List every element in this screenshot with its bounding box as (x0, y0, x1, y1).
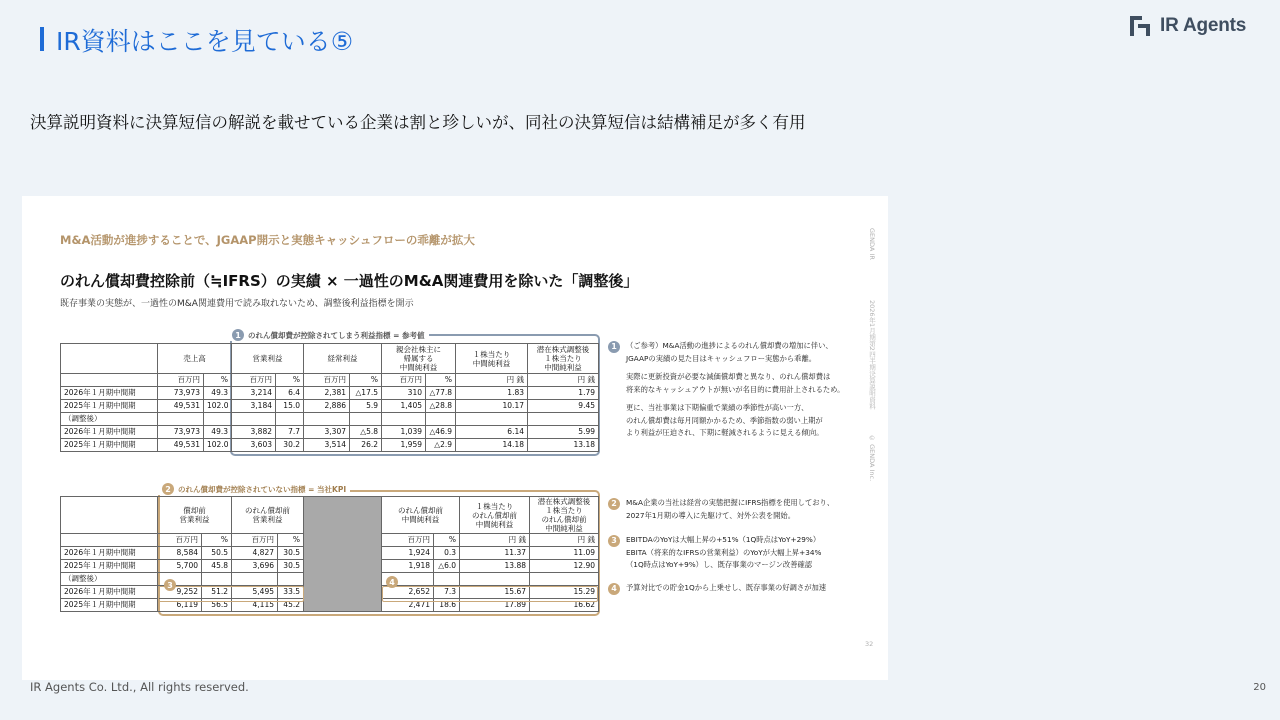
empty-cell (460, 573, 530, 586)
table-cell: 0.3 (434, 547, 460, 560)
table-cell: 3,514 (304, 439, 350, 452)
table-cell: 5.9 (350, 400, 382, 413)
unit-cell: % (202, 534, 232, 547)
table-cell: 49.3 (204, 387, 232, 400)
section-label: （調整後） (61, 413, 158, 426)
tag-label: のれん償却費が控除されてしまう利益指標 = 参考値 (248, 330, 425, 340)
unit-cell: 百万円 (158, 534, 202, 547)
note-body (626, 497, 834, 522)
table-cell: 5,495 (232, 586, 278, 599)
table-cell: 3,882 (232, 426, 276, 439)
table-cell: 13.18 (528, 439, 599, 452)
unit-cell: % (426, 374, 456, 387)
table-row (61, 387, 599, 400)
row-label: 2025年１月期中間期 (61, 400, 158, 413)
empty-cell (426, 413, 456, 426)
header-cell: 潜在株式調整後 １株当たり のれん償却前 中間純利益 (530, 497, 599, 534)
note-2 (608, 497, 868, 522)
title-accent-bar (40, 27, 44, 51)
header-cell: 経常利益 (304, 344, 382, 374)
table-cell: 2,652 (382, 586, 434, 599)
logo-text: IR Agents (1160, 15, 1247, 36)
note-number: 1 (608, 341, 620, 353)
copyright-footer: IR Agents Co. Ltd., All rights reserved. (30, 680, 249, 694)
tag-number: 2 (162, 483, 174, 495)
table1 (60, 343, 599, 452)
table-cell: 51.2 (202, 586, 232, 599)
table-cell: 73,973 (158, 426, 204, 439)
header-cell: のれん償却前 営業利益 (232, 497, 304, 534)
unit-cell: 円 銭 (530, 534, 599, 547)
section-label: （調整後） (61, 573, 158, 586)
empty-cell (530, 573, 599, 586)
table-row (61, 400, 599, 413)
table-cell: 6,119 (158, 599, 202, 612)
table-cell: 73,973 (158, 387, 204, 400)
unit-cell: 百万円 (158, 374, 204, 387)
table-cell: 14.18 (456, 439, 528, 452)
unit-cell: 百万円 (232, 374, 276, 387)
table-cell: △77.8 (426, 387, 456, 400)
empty-cell (276, 413, 304, 426)
table-cell: 4,827 (232, 547, 278, 560)
table-cell: 50.5 (202, 547, 232, 560)
table-cell: 17.89 (460, 599, 530, 612)
note-line: 予算対比での貯金1Qから上乗せし、既存事業の好調さが加速 (626, 583, 827, 592)
unit-row (61, 374, 599, 387)
table-cell: 5,700 (158, 560, 202, 573)
note-line: （1Q時点はYoY+9%）し、既存事業のマージン改善確認 (626, 560, 813, 569)
table-cell: 16.62 (530, 599, 599, 612)
note-body (626, 340, 844, 440)
table-cell: 7.7 (276, 426, 304, 439)
table-cell: 3,696 (232, 560, 278, 573)
note-line: EBITDAのYoYは大幅上昇の+51%（1Q時点はYoY+29%） (626, 535, 821, 544)
empty-cell (202, 573, 232, 586)
note-line: JGAAPの実績の見た目はキャッシュフロー実態から乖離。 (626, 353, 817, 363)
table-cell: 11.09 (530, 547, 599, 560)
table-cell: 49,531 (158, 400, 204, 413)
table-cell: 6.4 (276, 387, 304, 400)
table-cell: 9,252 (158, 586, 202, 599)
table-cell: △28.8 (426, 400, 456, 413)
highlight-row-3 (158, 586, 304, 602)
table-header-row (61, 344, 599, 374)
empty-cell (528, 413, 599, 426)
note-number: 4 (608, 583, 620, 595)
table-cell: 2,886 (304, 400, 350, 413)
table-cell: 26.2 (350, 439, 382, 452)
note-line: M&A企業の当社は経営の実態把握にIFRS指標を使用しており、 (626, 498, 835, 507)
table-cell: 33.5 (278, 586, 304, 599)
table-cell: 102.0 (204, 400, 232, 413)
row-label: 2026年１月期中間期 (61, 586, 158, 599)
table-cell: 1,918 (382, 560, 434, 573)
header-cell: 償却前 営業利益 (158, 497, 232, 534)
highlight-row-4 (382, 586, 598, 602)
note-line: のれん償却費は毎月同額かかるため、季節指数の弱い上期が (626, 415, 823, 425)
empty-cell (382, 413, 426, 426)
table-cell: 15.29 (530, 586, 599, 599)
row-label: 2025年１月期中間期 (61, 560, 158, 573)
header-cell: のれん償却前 中間純利益 (382, 497, 460, 534)
note-line: （ご参考）M&A活動の進捗によるのれん償却費の増加に伴い、 (626, 341, 833, 350)
table-cell: △5.8 (350, 426, 382, 439)
table-cell: 1,405 (382, 400, 426, 413)
marker-3: 3 (164, 579, 176, 591)
empty-cell (350, 413, 382, 426)
note-number: 3 (608, 535, 620, 547)
header-cell: 親会社株主に 帰属する 中間純利益 (382, 344, 456, 374)
grey-blank-column (304, 497, 382, 612)
table-row (61, 426, 599, 439)
empty-cell (304, 413, 350, 426)
empty-cell (278, 573, 304, 586)
note-line: 将来的なキャッシュアウトが無いが名目的に費用計上されるため。 (626, 384, 845, 394)
table-cell: 9.45 (528, 400, 599, 413)
unit-cell: % (350, 374, 382, 387)
slide-subhead: 既存事業の実態が、一過性のM&A関連費用で読み取れないため、調整後利益指標を開示 (60, 299, 414, 309)
table-cell: 2,471 (382, 599, 434, 612)
note-1 (608, 340, 868, 440)
unit-cell (61, 534, 158, 547)
table2-tag (158, 483, 350, 495)
row-label: 2026年１月期中間期 (61, 426, 158, 439)
table-cell: 45.8 (202, 560, 232, 573)
header-cell: 売上高 (158, 344, 232, 374)
table-cell: 1,959 (382, 439, 426, 452)
table-cell: 2,381 (304, 387, 350, 400)
header-cell: １株当たり のれん償却前 中間純利益 (460, 497, 530, 534)
table-cell: 4,115 (232, 599, 278, 612)
lead-text: 決算説明資料に決算短信の解説を載せている企業は割と珍しいが、同社の決算短信は結構補足が多く有用 (30, 113, 806, 132)
side-label-1: GENDA IR (868, 228, 876, 260)
header-cell (61, 497, 158, 534)
table-cell: 8,584 (158, 547, 202, 560)
page-title: IR資料はここを見ている⑤ (56, 27, 354, 56)
table-cell: 310 (382, 387, 426, 400)
table-cell: 1.83 (456, 387, 528, 400)
side-label-3: © GENDA Inc. (868, 434, 876, 482)
row-label: 2025年１月期中間期 (61, 439, 158, 452)
note-body (626, 534, 822, 572)
ir-agents-logo-icon (1128, 14, 1152, 38)
row-label: 2026年１月期中間期 (61, 547, 158, 560)
section-row (61, 413, 599, 426)
note-body (626, 582, 826, 595)
table-cell: 49.3 (204, 426, 232, 439)
table-cell: △46.9 (426, 426, 456, 439)
table-cell: 15.0 (276, 400, 304, 413)
table-cell: 3,307 (304, 426, 350, 439)
tag-number: 1 (232, 329, 244, 341)
table-cell: 1,924 (382, 547, 434, 560)
header-cell: 営業利益 (232, 344, 304, 374)
note-number: 2 (608, 498, 620, 510)
tag-label: のれん償却費が控除されていない指標 = 当社KPI (178, 484, 347, 494)
embedded-slide (22, 196, 888, 680)
table-cell: 15.67 (460, 586, 530, 599)
table-cell: 3,184 (232, 400, 276, 413)
table-cell: 30.5 (278, 560, 304, 573)
note-line: 更に、当社事業は下期偏重で業績の季節性が高い一方、 (626, 403, 809, 412)
unit-cell: 円 銭 (456, 374, 528, 387)
table-cell: △17.5 (350, 387, 382, 400)
empty-cell (434, 573, 460, 586)
table-cell: 30.2 (276, 439, 304, 452)
row-label: 2026年１月期中間期 (61, 387, 158, 400)
note-line: 実際に更新投資が必要な減価償却費と異なり、のれん償却費は (626, 372, 831, 381)
unit-cell: % (276, 374, 304, 387)
note-line: EBITA（将来的なIFRSの営業利益）のYoYが大幅上昇+34% (626, 547, 822, 557)
empty-cell (204, 413, 232, 426)
unit-cell: 円 銭 (528, 374, 599, 387)
table-cell: 102.0 (204, 439, 232, 452)
table-cell: 11.37 (460, 547, 530, 560)
table-cell: 10.17 (456, 400, 528, 413)
table-cell: 3,603 (232, 439, 276, 452)
note-line: 2027年1月期の導入に先駆けて、対外公表を開始。 (626, 510, 796, 520)
empty-cell (232, 413, 276, 426)
note-4 (608, 582, 868, 595)
table-header-row (61, 497, 599, 534)
table-cell: 5.99 (528, 426, 599, 439)
unit-cell: % (434, 534, 460, 547)
unit-cell: 百万円 (382, 534, 434, 547)
note-3 (608, 534, 868, 572)
page-number: 20 (1253, 682, 1266, 693)
unit-cell: 円 銭 (460, 534, 530, 547)
empty-cell (456, 413, 528, 426)
unit-cell: % (278, 534, 304, 547)
table-cell: △2.9 (426, 439, 456, 452)
unit-cell: 百万円 (304, 374, 350, 387)
note-line: より利益が圧迫され、下期に軽減されるように見える傾向。 (626, 428, 824, 437)
table-cell: 13.88 (460, 560, 530, 573)
row-label: 2025年１月期中間期 (61, 599, 158, 612)
table-cell: 1,039 (382, 426, 426, 439)
side-label-2: 2026年1月期第2四半期決算説明資料 (868, 300, 876, 410)
table1-tag (228, 329, 429, 341)
table-cell: 49,531 (158, 439, 204, 452)
table-cell: 6.14 (456, 426, 528, 439)
table-row (61, 439, 599, 452)
table-cell: 56.5 (202, 599, 232, 612)
table-cell: 7.3 (434, 586, 460, 599)
table-cell: 45.2 (278, 599, 304, 612)
header-cell (61, 344, 158, 374)
ir-agents-logo (1128, 14, 1246, 38)
unit-cell: 百万円 (232, 534, 278, 547)
unit-cell: % (204, 374, 232, 387)
empty-cell (158, 413, 204, 426)
slide-page-number: 32 (865, 640, 874, 648)
table-cell: 3,214 (232, 387, 276, 400)
marker-4: 4 (386, 576, 398, 588)
unit-cell (61, 374, 158, 387)
unit-cell: 百万円 (382, 374, 426, 387)
empty-cell (232, 573, 278, 586)
table-cell: △6.0 (434, 560, 460, 573)
table-cell: 18.6 (434, 599, 460, 612)
slide-kicker: M&A活動が進捗することで、JGAAP開示と実態キャッシュフローの乖離が拡大 (60, 233, 475, 247)
header-cell: 潜在株式調整後 １株当たり 中間純利益 (528, 344, 599, 374)
slide-heading: のれん償却費控除前（≒IFRS）の実績 × 一過性のM&A関連費用を除いた「調整後」 (60, 272, 639, 290)
table-cell: 12.90 (530, 560, 599, 573)
table-cell: 30.5 (278, 547, 304, 560)
header-cell: １株当たり 中間純利益 (456, 344, 528, 374)
table-cell: 1.79 (528, 387, 599, 400)
